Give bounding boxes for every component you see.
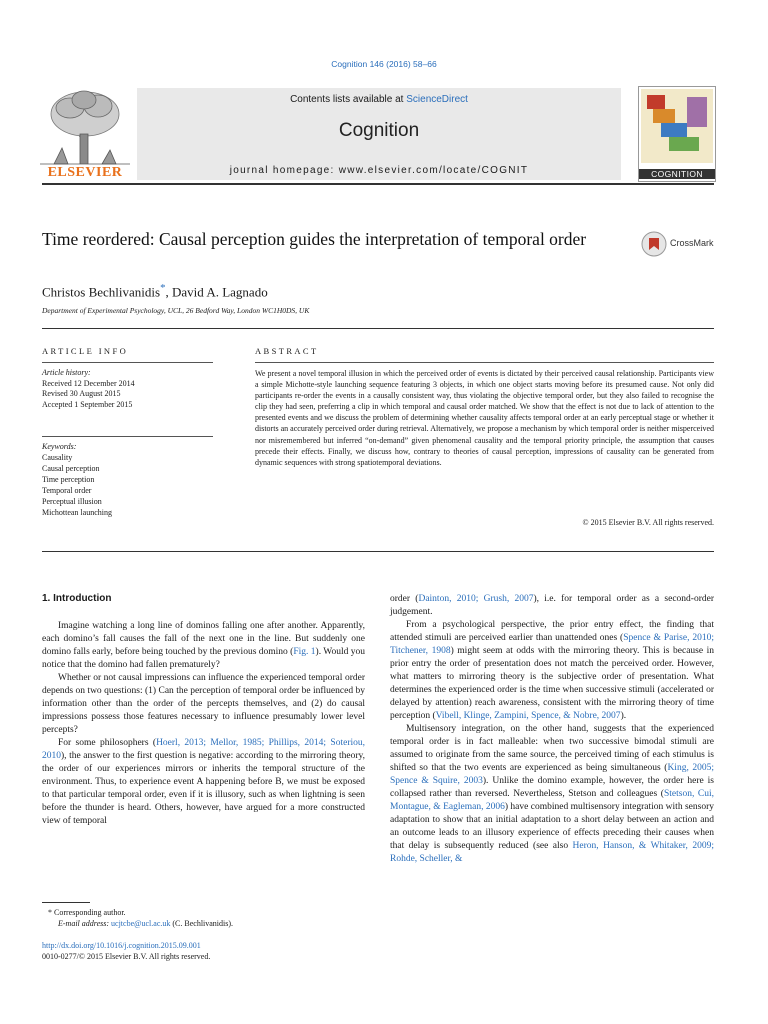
text-run: Multisensory integration, on the other hand, suggests that the experienced temporal order is in fact malleable: when two successive bimodal stimuli are assumed to originate from the same source, the perceived timing of each stimulus is shifted so that the two events are experienced as being simultaneous ( bbox=[390, 724, 714, 773]
footnote-mark: * bbox=[48, 908, 52, 917]
text-run: ), the answer to the first question is negative: according to the mirroring theory, the order of our experiences mirrors or inherits the temporal structure of the environment. Thus, to experience event A happening before B, we must be exposed to that particular temporal order, even if it is illusory, such as when lightning is seen before the thunder is heard. Others, however, have argued for a more constructed view of temporal bbox=[42, 751, 365, 826]
footnote-rule bbox=[42, 902, 90, 903]
article-info-heading: ARTICLE INFO bbox=[42, 346, 129, 356]
text-run: ) have combined multisensory integration with sensory adaptation to show that an initial adaptation to a short delay between an action and an outcome leads to an illusory experience of effects preceding their causes when that delay is subsequently reduced (see also bbox=[390, 802, 714, 851]
figure-link[interactable]: Fig. 1 bbox=[293, 647, 316, 657]
text-run: ). Unlike the domino example, however, the order here is collapsed rather than reversed. Nevertheless, Stetson and colleagues ( bbox=[390, 776, 714, 799]
issn-line: 0010-0277/© 2015 Elsevier B.V. All rights reserved. bbox=[42, 952, 211, 961]
footnote-line bbox=[42, 907, 362, 918]
history-received: Received 12 December 2014 bbox=[42, 378, 135, 388]
article-history bbox=[42, 368, 213, 410]
text-run: ). bbox=[620, 711, 627, 721]
author-name: David A. Lagnado bbox=[172, 284, 268, 300]
paragraph bbox=[390, 593, 714, 619]
section-rule bbox=[42, 551, 714, 552]
crossmark-label[interactable]: CrossMark bbox=[670, 238, 714, 248]
citation-link[interactable]: Stetson, Cui, Montague, & Eagleman, 2006 bbox=[390, 789, 715, 812]
text-run: order ( bbox=[390, 594, 419, 604]
author-name: Christos Bechlivanidis bbox=[42, 284, 161, 300]
email-suffix: (C. Bechlivanidis). bbox=[172, 919, 234, 928]
citation-link[interactable]: Vibell, Klinge, Zampini, Spence, & Nobre, 2007 bbox=[435, 711, 621, 721]
journal-homepage: journal homepage: www.elsevier.com/locate/COGNIT bbox=[229, 165, 529, 176]
text-run: ), i.e. for temporal order as a second-order judgement. bbox=[390, 594, 714, 617]
body-column-right bbox=[390, 593, 714, 866]
citation-link[interactable]: Spence & Parise, 2010; Titchener, 1908 bbox=[390, 633, 714, 656]
text-run: Imagine watching a long line of dominos falling one after another. Apparently, each domino’s fall causes the fall of the next one in the line. But suddenly one domino falls early, before being touched by the previous domino ( bbox=[42, 621, 365, 657]
corresponding-author-mark[interactable]: * bbox=[160, 282, 166, 294]
keywords-rule bbox=[42, 436, 213, 437]
doi-link[interactable]: http://dx.doi.org/10.1016/j.cognition.2015.09.001 bbox=[42, 941, 201, 950]
citation-link[interactable]: Heron, Hanson, & Whitaker, 2009; Rohde, Scheller, & bbox=[390, 841, 714, 864]
keyword: Time perception bbox=[42, 475, 95, 484]
sciencedirect-link[interactable]: ScienceDirect bbox=[406, 94, 468, 105]
elsevier-wordmark: ELSEVIER bbox=[47, 165, 123, 180]
intro-heading: 1. Introduction bbox=[42, 593, 112, 604]
article-title: Time reordered: Causal perception guides the interpretation of temporal order bbox=[42, 229, 587, 249]
body-column-left bbox=[42, 620, 365, 828]
keyword: Causality bbox=[42, 453, 73, 462]
email-link[interactable]: ucjtcbe@ucl.ac.uk bbox=[111, 919, 171, 928]
journal-cover-image bbox=[638, 86, 716, 182]
footnote bbox=[42, 907, 362, 929]
keyword: Michottean launching bbox=[42, 508, 112, 517]
paragraph: Whether or not causal impressions can influence the experienced temporal order depends on two questions: (1) Can the perception of temporal order be influenced by information other than the order of the percepts themselves, and (2) do causal impressions possess those features necessary to influence presumably lower level percepts? bbox=[42, 673, 365, 735]
paragraph bbox=[42, 737, 365, 828]
affiliation: Department of Experimental Psychology, UCL, 26 Bedford Way, London WC1H0DS, UK bbox=[42, 306, 310, 315]
cover-label: COGNITION bbox=[639, 169, 715, 179]
keyword: Temporal order bbox=[42, 486, 92, 495]
paragraph bbox=[390, 619, 714, 723]
footnote-email-line bbox=[42, 918, 362, 929]
keywords-label: Keywords: bbox=[42, 442, 77, 451]
abstract-heading: ABSTRACT bbox=[255, 346, 319, 356]
history-label: Article history: bbox=[42, 368, 91, 377]
contents-prefix: Contents lists available at bbox=[290, 94, 407, 105]
citation-link[interactable]: Hoerl, 2013; Mellor, 1985; Phillips, 2014; Soteriou, 2010 bbox=[42, 738, 365, 761]
paragraph bbox=[42, 620, 365, 672]
abstract-rule bbox=[255, 362, 714, 363]
keywords bbox=[42, 441, 213, 518]
header-rule bbox=[42, 183, 714, 185]
abstract-text: We present a novel temporal illusion in which the perceived order of events is dictated by their perceived causal relationship. Participants view a simple Michotte-style launching sequence featuring 3 objects, in which one object starts moving before its presumed cause. Not only did participants re-order the events in a causally consistent way, thus violating the objective temporal order, but they also failed to recognise the clip they had seen, preferring a clip in which temporal and causal order matched. We show that the effect is not due to lack of attention to the presented events and we discuss the problem of determining whether causality affects temporal order at an early perceptual stage or whether it distorts an accurately perceived order during retrieval. Alternatively, we propose a mechanism by which temporal order is neither misperceived nor misremembered but inferred “on-demand” given phenomenal causality and the temporal priority principle, the assumption that causes precede their effects. Finally, we discuss how, contrary to theories of causal perception, impressions of causality can be generated from dynamic sequences with strong spatiotemporal deviations. bbox=[255, 369, 714, 467]
keyword: Causal perception bbox=[42, 464, 100, 473]
text-run: ) might seem at odds with the mirroring theory. This is because in prior entry the order of presentation does not match the perceived order. However, what matters to mirroring theory is the subjective order of presentation. What determines the experienced order is the time when successive stimuli (accelerated or delayed by attention) reach awareness, consistent with the mirroring theory of time perception ( bbox=[390, 646, 715, 721]
history-accepted: Accepted 1 September 2015 bbox=[42, 399, 133, 409]
section-rule bbox=[42, 328, 714, 329]
article-info-rule bbox=[42, 362, 213, 363]
journal-name: Cognition bbox=[338, 120, 420, 141]
crossmark-icon bbox=[640, 230, 668, 258]
keyword: Perceptual illusion bbox=[42, 497, 102, 506]
text-run: From a psychological perspective, the prior entry effect, the finding that attended stimuli are perceived earlier than unattended ones ( bbox=[390, 620, 714, 643]
journal-citation[interactable]: Cognition 146 (2016) 58–66 bbox=[331, 59, 437, 69]
author-list bbox=[42, 282, 268, 300]
contents-available-line bbox=[137, 94, 621, 105]
history-revised: Revised 30 August 2015 bbox=[42, 389, 121, 398]
doi-block bbox=[42, 940, 362, 962]
paragraph bbox=[390, 723, 714, 866]
abstract-copyright: © 2015 Elsevier B.V. All rights reserved. bbox=[582, 518, 714, 527]
text-run: ). Would you notice that the domino had fallen prematurely? bbox=[42, 647, 365, 670]
text-run: For some philosophers ( bbox=[58, 738, 157, 748]
citation-link[interactable]: King, 2005; Spence & Squire, 2003 bbox=[390, 763, 714, 786]
citation-link[interactable]: Dainton, 2010; Grush, 2007 bbox=[418, 594, 534, 604]
footnote-label: Corresponding author. bbox=[54, 908, 126, 917]
email-label: E-mail address: bbox=[58, 919, 110, 928]
author-separator: , bbox=[165, 284, 173, 300]
